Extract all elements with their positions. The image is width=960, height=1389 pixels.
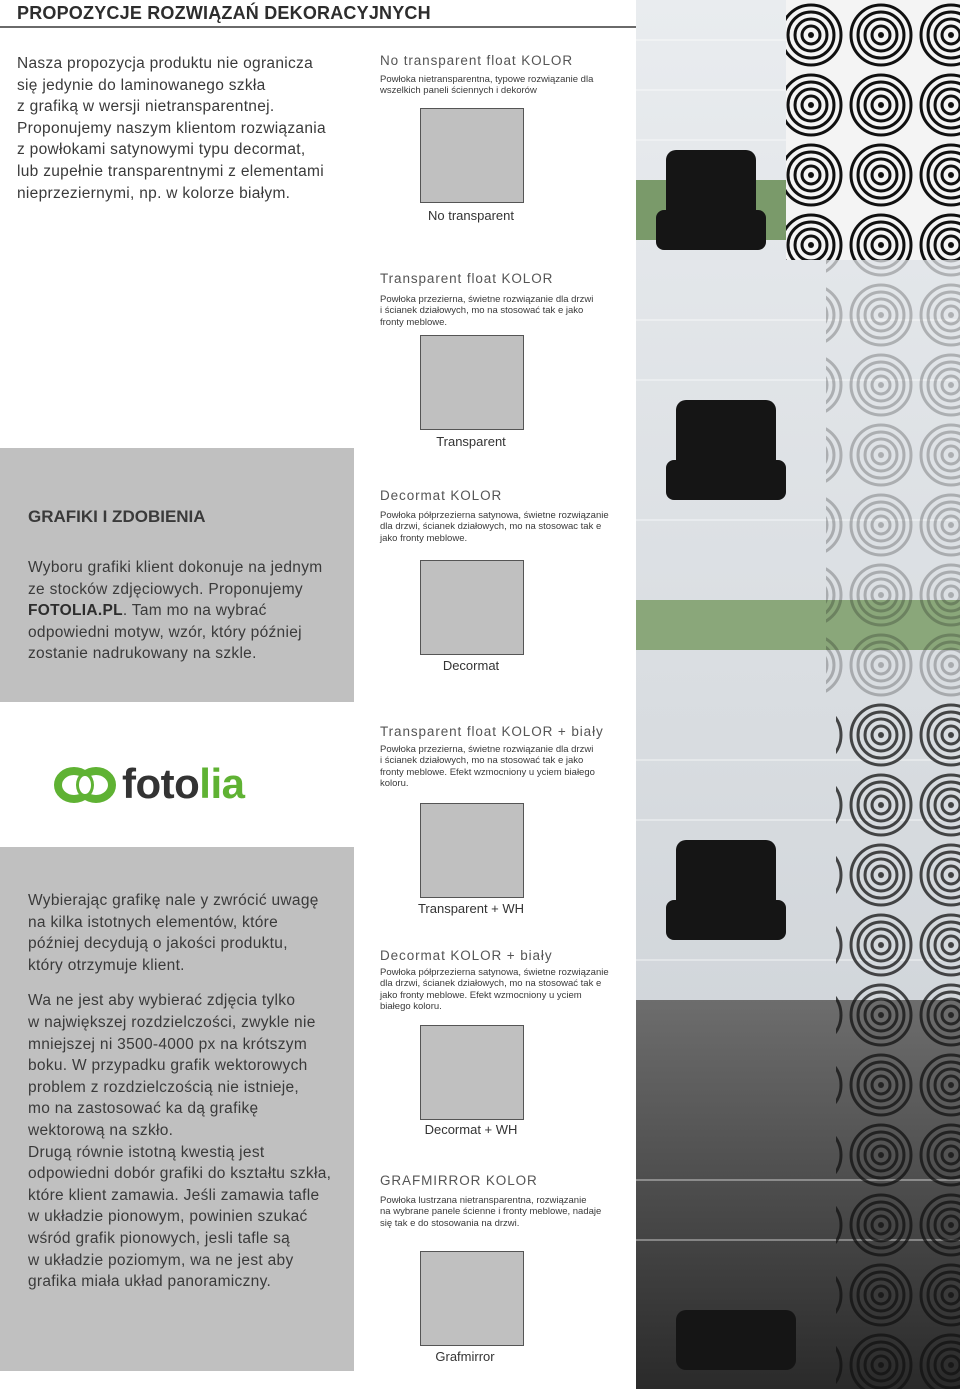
color-swatch bbox=[420, 803, 524, 898]
color-swatch bbox=[420, 1025, 524, 1120]
section-description bbox=[380, 744, 625, 790]
desc-line: jako fronty meblowe. bbox=[380, 532, 468, 544]
fotolia-logo bbox=[52, 756, 276, 814]
intro-line: z powłokami satynowymi typu decormat, bbox=[17, 141, 306, 159]
section-heading: Transparent float KOLOR + biały bbox=[380, 724, 604, 739]
intro-paragraph bbox=[17, 53, 347, 204]
swatch-label: Transparent + WH bbox=[417, 901, 525, 916]
swatch-label: No transparent bbox=[428, 208, 514, 223]
section-description bbox=[380, 967, 625, 1013]
color-swatch bbox=[420, 1251, 524, 1346]
desc-line: białego koloru. bbox=[380, 1001, 442, 1013]
advice-line: wektorową na szkło. bbox=[28, 1121, 174, 1139]
swatch-label: Grafmirror bbox=[435, 1349, 495, 1364]
color-swatch bbox=[420, 108, 524, 203]
desc-line: Powłoka nietransparentna, typowe rozwiązanie dla bbox=[380, 74, 594, 85]
grafiki-line: Wyboru grafiki klient dokonuje na jednym bbox=[28, 559, 323, 576]
advice-line: w układzie pionowym, powinien szukać bbox=[28, 1208, 308, 1226]
desc-line: Powłoka przezierna, świetne rozwiązanie dla drzwi bbox=[380, 744, 594, 755]
desc-line: Powłoka półprzezierna satynowa, świetne rozwiązanie bbox=[380, 510, 609, 521]
desc-line: wszelkich paneli ściennych i dekorów bbox=[380, 85, 537, 97]
advice-line: później decydują o jakości produktu, bbox=[28, 935, 288, 953]
intro-line: lub zupełnie transparentnymi z elementami bbox=[17, 162, 324, 180]
swatch-label: Decormat bbox=[442, 658, 500, 673]
intro-line: z grafiką w wersji nietransparentnej. bbox=[17, 98, 275, 116]
page-title: PROPOZYCJE ROZWIĄZAŃ DEKORACYJNYCH bbox=[17, 3, 431, 23]
fotolia-brand-text: FOTOLIA.PL bbox=[28, 602, 123, 620]
advice-line: w układzie poziomym, wa ne jest aby bbox=[28, 1251, 294, 1269]
intro-line: się jedynie do laminowanego szkła bbox=[17, 76, 266, 94]
desc-line: Powłoka półprzezierna satynowa, świetne rozwiązanie bbox=[380, 967, 609, 978]
advice-paragraph-1 bbox=[28, 890, 346, 976]
swatch-label: Decormat + WH bbox=[424, 1122, 518, 1137]
desc-line: Powłoka przezierna, świetne rozwiązanie dla drzwi bbox=[380, 294, 594, 305]
advice-line: który otrzymuje klient. bbox=[28, 956, 185, 974]
advice-line: Drugą równie istotną kwestią jest bbox=[28, 1143, 265, 1161]
advice-line: problem z rozdzielczością nie istnieje, bbox=[28, 1078, 300, 1096]
advice-text bbox=[28, 890, 346, 1293]
advice-line: mo na zastosować ka dą grafikę bbox=[28, 1100, 259, 1118]
intro-line: Proponujemy naszym klientom rozwiązania bbox=[17, 119, 326, 137]
section-heading: No transparent float KOLOR bbox=[380, 53, 573, 68]
desc-line: koloru. bbox=[380, 778, 409, 790]
advice-line: boku. W przypadku grafik wektorowych bbox=[28, 1057, 308, 1075]
desc-line: jako fronty meblowe. Efekt wzmocniony u yciem bbox=[380, 989, 582, 1001]
intro-line: nieprzeziernymi, np. w kolorze białym. bbox=[17, 184, 291, 202]
desc-line: Powłoka lustrzana nietransparentna, rozwiązanie bbox=[380, 1195, 587, 1206]
desc-line: fronty meblowe. bbox=[380, 316, 448, 328]
advice-line: Wa ne jest aby wybierać zdjęcia tylko bbox=[28, 992, 296, 1010]
section-heading: GRAFMIRROR KOLOR bbox=[380, 1173, 538, 1188]
grafiki-heading: GRAFIKI I ZDOBIENIA bbox=[28, 507, 206, 526]
interior-glass-photo bbox=[636, 0, 960, 1389]
advice-line: Wybierając grafikę nale y zwrócić uwagę bbox=[28, 892, 319, 909]
advice-line: które klient zamawia. Jeśli zamawia tafle bbox=[28, 1186, 320, 1204]
desc-line: na wybrane panele ścienne i fronty meblowe, nadaje bbox=[380, 1206, 602, 1218]
advice-line: odpowiedni dobór grafiki do kształtu szkła, bbox=[28, 1165, 332, 1183]
grafiki-line: odpowiedni motyw, wzór, który później bbox=[28, 623, 302, 641]
advice-line: mniejszej ni 3500-4000 px na krótszym bbox=[28, 1035, 308, 1053]
advice-paragraph-2 bbox=[28, 990, 346, 1292]
section-description bbox=[380, 510, 625, 544]
fotolia-wordmark-b: lia bbox=[199, 760, 245, 807]
intro-line: Nasza propozycja produktu nie ogranicza bbox=[17, 55, 314, 72]
advice-line: grafika miała układ panoramiczny. bbox=[28, 1273, 272, 1291]
fotolia-wordmark bbox=[122, 760, 245, 808]
advice-line: w największej rozdzielczości, zwykle nie bbox=[28, 1013, 316, 1031]
color-swatch bbox=[420, 560, 524, 655]
advice-line: wśród grafik pionowych, jesli tafle są bbox=[28, 1229, 291, 1247]
color-swatch bbox=[420, 335, 524, 430]
desc-line: dla drzwi, ścianek działowych, mo na stosować tak e bbox=[380, 978, 602, 990]
section-heading: Transparent float KOLOR bbox=[380, 271, 554, 286]
desc-line: dla drzwi, ścianek działowych, mo na stosowac tak e bbox=[380, 521, 602, 533]
desc-line: i ścianek działowych, mo na stosować tak e jako bbox=[380, 755, 584, 767]
grafiki-line bbox=[28, 600, 343, 622]
section-heading: Decormat KOLOR bbox=[380, 488, 503, 503]
section-heading: Decormat KOLOR + biały bbox=[380, 948, 553, 963]
grafiki-line: ze stocków zdjęciowych. Proponujemy bbox=[28, 580, 303, 598]
swatch-label: Transparent bbox=[436, 434, 506, 449]
section-description bbox=[380, 74, 625, 97]
section-description bbox=[380, 294, 625, 328]
grafiki-line: zostanie nadrukowany na szkle. bbox=[28, 645, 257, 663]
desc-line: fronty meblowe. Efekt wzmocniony u yciem białego bbox=[380, 766, 595, 778]
fotolia-wordmark-a: foto bbox=[122, 760, 200, 807]
desc-line: i ścianek działowych, mo na stosować tak e jako bbox=[380, 305, 584, 317]
desc-line: się tak e do stosowania na drzwi. bbox=[380, 1217, 520, 1229]
grafiki-line-rest: . Tam mo na wybrać bbox=[122, 602, 267, 620]
section-description bbox=[380, 1195, 625, 1229]
advice-line: na kilka istotnych elementów, które bbox=[28, 913, 279, 931]
grafiki-paragraph bbox=[28, 557, 343, 665]
